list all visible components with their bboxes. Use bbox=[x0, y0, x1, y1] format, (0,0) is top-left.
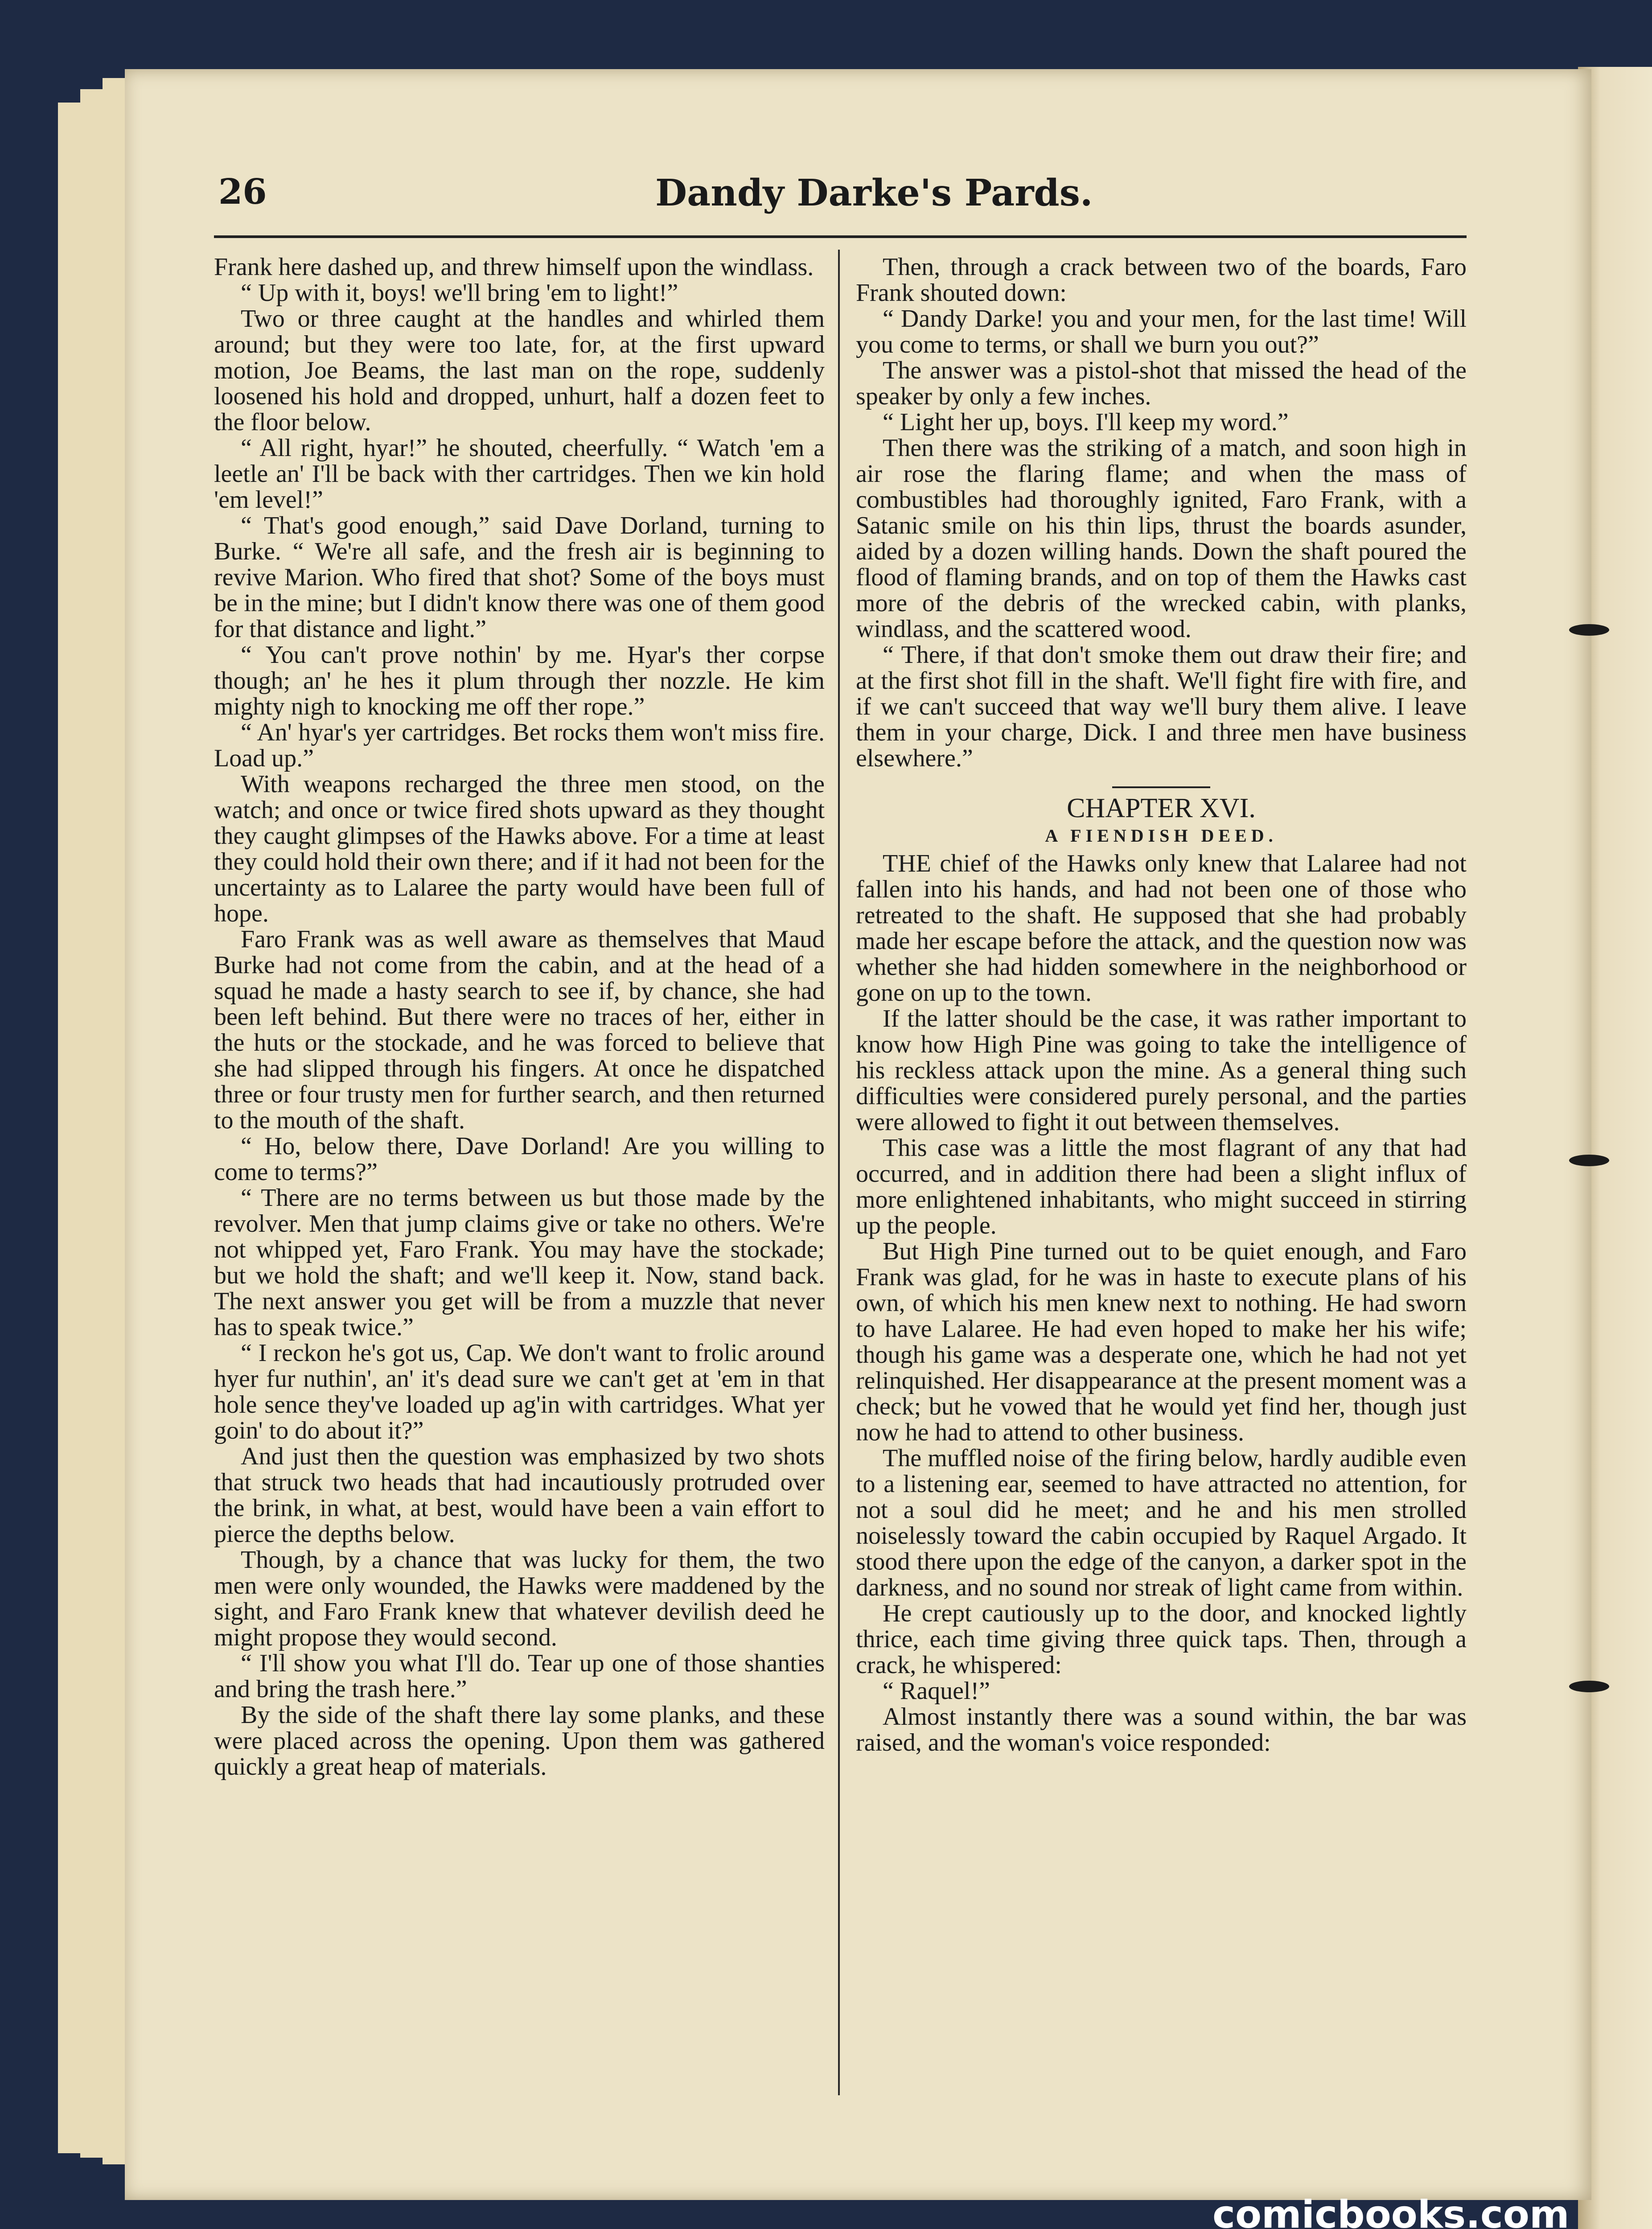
paragraph: “ Ho, below there, Dave Dorland! Are you willing to come to terms?” bbox=[214, 1132, 825, 1186]
paragraph: With weapons recharged the three men stood, on the watch; and once or twice fired shots upward as they thought they caught glimpses of the Hawks above. For a time at least they could hold their own there; and if it had not been for the uncertainty as to Lalaree the party would have been full of hope. bbox=[214, 770, 825, 927]
page-header bbox=[218, 172, 1467, 225]
paragraph: Then, through a crack between two of the boards, Faro Frank shouted down: bbox=[856, 253, 1467, 307]
paragraph: Faro Frank was as well aware as themselves that Maud Burke had not come from the cabin, and at the head of a squad he made a hasty search to see if, by chance, she had been left behind. But there were no traces of her, either in the huts or the stockade, and he was forced to believe that she had slipped through his fingers. At once he dispatched three or four trusty men for further search, and then returned to the mouth of the shaft. bbox=[214, 925, 825, 1134]
paragraph: “ I reckon he's got us, Cap. We don't want to frolic around hyer fur nuthin', an' it's dead sure we can't get at 'em in that hole sence they've loaded up ag'in with cartridges. What yer goin' to do about it?” bbox=[214, 1339, 825, 1444]
paragraph: Though, by a chance that was lucky for them, the two men were only wounded, the Hawks were maddened by the sight, and Faro Frank knew that whatever devilish deed he might propose they would second. bbox=[214, 1546, 825, 1651]
paragraph: “ I'll show you what I'll do. Tear up one of those shanties and bring the trash here.” bbox=[214, 1649, 825, 1703]
paragraph: “ There, if that don't smoke them out draw their fire; and at the first shot fill in the shaft. We'll fight fire with fire, and if we can't succeed that way we'll bury them alive. I leave them in your charge, Dick. I and three men have business elsewhere.” bbox=[856, 641, 1467, 772]
paragraph: THE chief of the Hawks only knew that Lalaree had not fallen into his hands, and had not been one of those who retreated to the shaft. He supposed that she had probably made her escape before the attack, and the question now was whether she had hidden somewhere in the neighborhood or gone on up to the town. bbox=[856, 850, 1467, 1007]
paragraph: But High Pine turned out to be quiet enough, and Faro Frank was glad, for he was in haste to execute plans of his own, of which his men knew next to nothing. He had sworn to have Lalaree. He had even hoped to make her his wife; though his game was a desperate one, which he had not yet relinquished. Her disappearance at the present moment was a check; but he vowed that he would yet find her, though just now he had to attend to other business. bbox=[856, 1238, 1467, 1446]
paragraph: The muffled noise of the firing below, hardly audible even to a listening ear, seemed to have attracted no attention, for not a soul did he meet; and he and his men strolled noiselessly toward the cabin occupied by Raquel Argado. It stood there upon the edge of the canyon, a darker spot in the darkness, and no sound nor streak of light came from within. bbox=[856, 1444, 1467, 1601]
binding-stitch bbox=[1569, 1155, 1609, 1166]
paragraph: Two or three caught at the handles and whirled them around; but they were too late, for, at the first upward motion, Joe Beams, the last man on the rope, suddenly loosened his hold and dropped, unhurt, half a dozen feet to the floor below. bbox=[214, 305, 825, 436]
paragraph: “ You can't prove nothin' by me. Hyar's ther corpse though; an' he hes it plum through ther nozzle. He kim mighty nigh to knocking me off ther rope.” bbox=[214, 641, 825, 720]
paragraph: By the side of the shaft there lay some planks, and these were placed across the opening. Upon them was gathered quickly a great heap of materials. bbox=[214, 1701, 825, 1781]
paragraph: “ Light her up, boys. I'll keep my word.” bbox=[883, 408, 1289, 436]
paragraph: The answer was a pistol-shot that missed the head of the speaker by only a few inches. bbox=[856, 357, 1467, 410]
paragraph: He crept cautiously up to the door, and knocked lightly thrice, each time giving three quick taps. Then, through a crack, he whispered: bbox=[856, 1600, 1467, 1679]
paragraph: Then there was the striking of a match, and soon high in air rose the flaring flame; and when the mass of combustibles had thoroughly ignited, Faro Frank, with a Satanic smile on his thin lips, thrust the boards asunder, aided by a dozen willing hands. Down the shaft poured the flood of flaming brands, and on top of them the Hawks cast more of the debris of the wrecked cabin, with planks, windlass, and the scattered wood. bbox=[856, 434, 1467, 643]
running-title: Dandy Darke's Pards. bbox=[655, 172, 1093, 214]
paragraph: And just then the question was emphasized by two shots that struck two heads that had incautiously protruded over the brink, in what, at best, would have been a vain effort to pierce the depths below. bbox=[214, 1443, 825, 1548]
binding-stitch bbox=[1569, 624, 1609, 636]
left-column bbox=[214, 254, 825, 1780]
paragraph: “ Up with it, boys! we'll bring 'em to light!” bbox=[241, 279, 678, 307]
chapter-subtitle: A FIENDISH DEED. bbox=[1045, 826, 1278, 846]
paragraph: “ All right, hyar!” he shouted, cheerfully. “ Watch 'em a leetle an' I'll be back with ther cartridges. Then we kin hold 'em level!” bbox=[214, 434, 825, 514]
chapter-rule bbox=[1112, 786, 1210, 788]
watermark: comicbooks.com bbox=[1212, 2192, 1570, 2229]
header-rule bbox=[214, 235, 1467, 238]
paragraph: “ Raquel!” bbox=[883, 1677, 990, 1705]
paragraph: This case was a little the most flagrant of any that had occurred, and in addition there had been a slight influx of more enlightened inhabitants, who might succeed in stirring up the people. bbox=[856, 1134, 1467, 1239]
paragraph: “ Dandy Darke! you and your men, for the last time! Will you come to terms, or shall we burn you out?” bbox=[856, 305, 1467, 358]
paragraph: Frank here dashed up, and threw himself upon the windlass. bbox=[214, 253, 814, 281]
column-divider bbox=[838, 250, 840, 2095]
binding-stitch bbox=[1569, 1681, 1609, 1692]
right-column bbox=[856, 254, 1467, 1756]
paragraph: “ An' hyar's yer cartridges. Bet rocks them won't miss fire. Load up.” bbox=[214, 719, 825, 772]
paragraph: “ There are no terms between us but those made by the revolver. Men that jump claims give or take no others. We're not whipped yet, Faro Frank. You may have the stockade; but we hold the shaft; and we'll keep it. Now, stand back. The next answer you get will be from a muzzle that never has to speak twice.” bbox=[214, 1184, 825, 1341]
page-number: 26 bbox=[218, 172, 267, 212]
chapter-title: CHAPTER XVI. bbox=[1067, 793, 1256, 823]
paragraph: “ That's good enough,” said Dave Dorland, turning to Burke. “ We're all safe, and the fresh air is beginning to revive Marion. Who fired that shot? Some of the boys must be in the mine; but I didn't know there was one of them good for that distance and light.” bbox=[214, 512, 825, 643]
paragraph: Almost instantly there was a sound within, the bar was raised, and the woman's voice responded: bbox=[856, 1703, 1467, 1756]
paragraph: If the latter should be the case, it was rather important to know how High Pine was going to take the intelligence of his reckless attack upon the mine. As a general thing such difficulties were considered purely personal, and the parties were allowed to fight it out between themselves. bbox=[856, 1005, 1467, 1136]
